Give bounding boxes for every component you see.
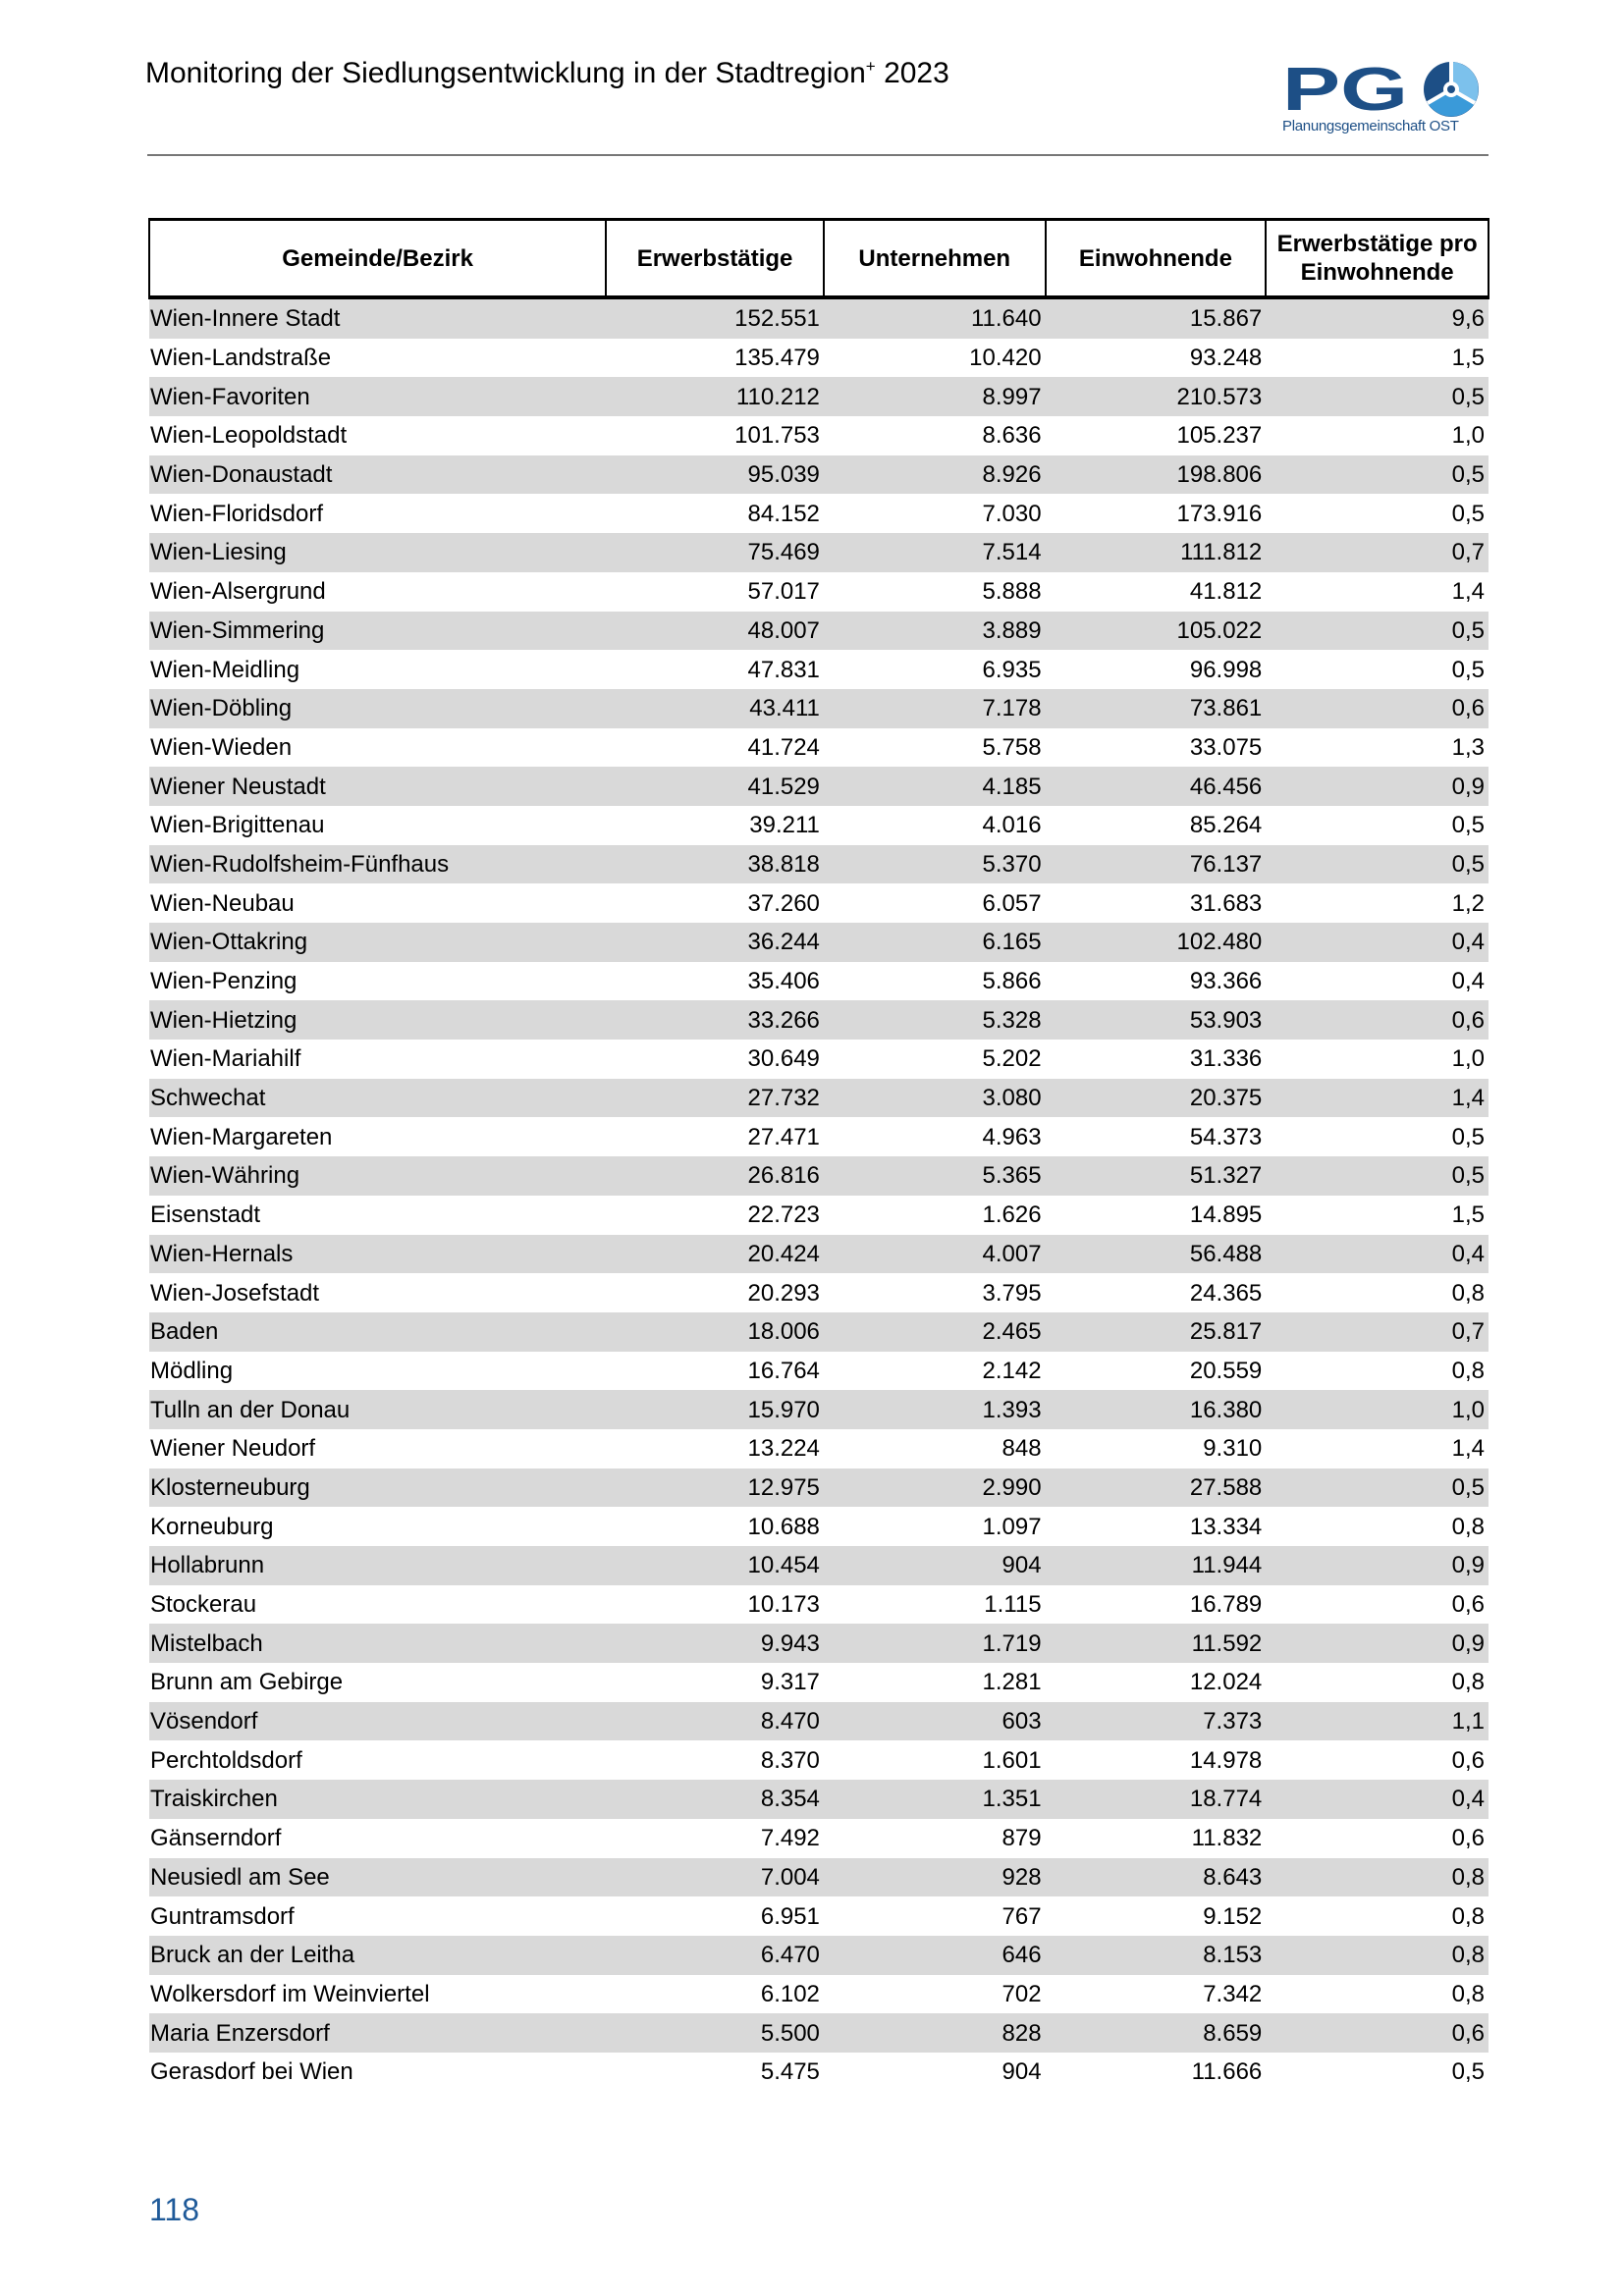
municipality-cell: Maria Enzersdorf bbox=[149, 2013, 606, 2053]
companies-cell: 5.866 bbox=[982, 968, 1042, 995]
table-row bbox=[149, 1117, 1489, 1156]
table-row bbox=[149, 767, 1489, 806]
employed-cell: 6.951 bbox=[760, 1902, 820, 1930]
employed-cell: 101.753 bbox=[734, 422, 820, 450]
residents-cell: 16.380 bbox=[1046, 1390, 1267, 1429]
pgo-logo bbox=[1282, 61, 1492, 143]
companies-cell: 1.097 bbox=[982, 1513, 1042, 1540]
ratio-cell: 0,8 bbox=[1451, 1279, 1485, 1307]
ratio-cell: 0,5 bbox=[1451, 2058, 1485, 2086]
companies-cell: 828 bbox=[824, 2013, 1046, 2053]
municipality-cell: Wolkersdorf im Weinviertel bbox=[150, 1980, 430, 2007]
table-row bbox=[149, 339, 1489, 378]
table-row bbox=[149, 1040, 1489, 1079]
employed-cell: 6.470 bbox=[606, 1936, 824, 1975]
table-row bbox=[149, 1352, 1489, 1391]
ratio-cell: 0,4 bbox=[1266, 1235, 1489, 1274]
ratio-cell: 1,5 bbox=[1451, 345, 1485, 372]
municipality-cell: Wien-Liesing bbox=[149, 533, 606, 572]
ratio-cell: 0,5 bbox=[1266, 1156, 1489, 1196]
svg-text:PG: PG bbox=[1282, 61, 1408, 118]
table-row bbox=[149, 1507, 1489, 1546]
companies-cell: 10.420 bbox=[969, 345, 1042, 372]
table-row bbox=[149, 962, 1489, 1001]
employed-cell: 8.354 bbox=[606, 1780, 824, 1819]
ratio-cell: 0,9 bbox=[1266, 1546, 1489, 1585]
municipality-cell: Wien-Margareten bbox=[150, 1123, 333, 1150]
title-superscript: + bbox=[865, 57, 876, 76]
table-row bbox=[149, 1975, 1489, 2014]
employed-cell: 47.831 bbox=[747, 656, 820, 683]
companies-cell: 1.626 bbox=[982, 1201, 1042, 1229]
employed-cell: 27.471 bbox=[747, 1123, 820, 1150]
ratio-cell: 0,4 bbox=[1266, 923, 1489, 962]
ratio-cell: 0,4 bbox=[1451, 968, 1485, 995]
table-row bbox=[149, 533, 1489, 572]
ratio-cell: 1,3 bbox=[1451, 733, 1485, 761]
residents-cell: 93.366 bbox=[1189, 968, 1263, 995]
residents-cell: 8.643 bbox=[1046, 1858, 1267, 1897]
municipality-cell: Wien-Hietzing bbox=[149, 1000, 606, 1040]
companies-cell: 8.926 bbox=[824, 455, 1046, 495]
municipality-cell: Bruck an der Leitha bbox=[149, 1936, 606, 1975]
table-row bbox=[149, 1312, 1489, 1352]
residents-cell: 210.573 bbox=[1046, 377, 1267, 416]
companies-cell: 8.636 bbox=[982, 422, 1042, 450]
companies-cell: 3.080 bbox=[824, 1079, 1046, 1118]
employed-cell: 75.469 bbox=[606, 533, 824, 572]
residents-cell: 9.152 bbox=[1203, 1902, 1263, 1930]
ratio-cell: 0,5 bbox=[1451, 656, 1485, 683]
table-row bbox=[149, 845, 1489, 884]
logo-mark-icon bbox=[1282, 61, 1492, 118]
residents-cell: 12.024 bbox=[1189, 1669, 1263, 1696]
ratio-cell: 0,8 bbox=[1451, 1902, 1485, 1930]
header-municipality: Gemeinde/Bezirk bbox=[149, 220, 606, 298]
employed-cell: 41.529 bbox=[606, 767, 824, 806]
ratio-cell: 0,7 bbox=[1266, 1312, 1489, 1352]
companies-cell: 1.601 bbox=[982, 1746, 1042, 1774]
companies-cell: 904 bbox=[1001, 2058, 1042, 2086]
ratio-cell: 0,5 bbox=[1451, 500, 1485, 527]
table-row bbox=[149, 1936, 1489, 1975]
municipality-cell: Wien-Donaustadt bbox=[149, 455, 606, 495]
companies-cell: 4.016 bbox=[982, 812, 1042, 839]
residents-cell: 25.817 bbox=[1046, 1312, 1267, 1352]
employed-cell: 22.723 bbox=[747, 1201, 820, 1229]
ratio-cell: 0,4 bbox=[1266, 1780, 1489, 1819]
companies-cell: 904 bbox=[824, 1546, 1046, 1585]
municipality-cell: Traiskirchen bbox=[149, 1780, 606, 1819]
ratio-cell: 1,5 bbox=[1451, 1201, 1485, 1229]
employed-cell: 10.454 bbox=[606, 1546, 824, 1585]
ratio-cell: 0,8 bbox=[1451, 1980, 1485, 2007]
table-header-row bbox=[149, 220, 1489, 298]
ratio-cell: 0,9 bbox=[1266, 1624, 1489, 1663]
table-row bbox=[149, 1780, 1489, 1819]
residents-cell: 96.998 bbox=[1189, 656, 1263, 683]
municipality-cell: Wien-Landstraße bbox=[150, 345, 332, 372]
companies-cell: 4.185 bbox=[824, 767, 1046, 806]
companies-cell: 702 bbox=[1001, 1980, 1042, 2007]
municipality-cell: Wien-Wieden bbox=[150, 733, 293, 761]
table-row bbox=[149, 2053, 1489, 2092]
companies-cell: 1.719 bbox=[824, 1624, 1046, 1663]
companies-cell: 1.351 bbox=[824, 1780, 1046, 1819]
municipality-cell: Brunn am Gebirge bbox=[150, 1669, 344, 1696]
municipality-cell: Wien-Döbling bbox=[149, 689, 606, 728]
table-row bbox=[149, 1702, 1489, 1741]
companies-cell: 7.178 bbox=[824, 689, 1046, 728]
employed-cell: 18.006 bbox=[606, 1312, 824, 1352]
companies-cell: 928 bbox=[824, 1858, 1046, 1897]
companies-cell: 603 bbox=[824, 1702, 1046, 1741]
municipality-cell: Wien-Innere Stadt bbox=[149, 297, 606, 339]
ratio-cell: 0,7 bbox=[1266, 533, 1489, 572]
ratio-cell: 0,6 bbox=[1266, 2013, 1489, 2053]
ratio-cell: 0,8 bbox=[1451, 1357, 1485, 1384]
residents-cell: 41.812 bbox=[1189, 578, 1263, 606]
companies-cell: 2.142 bbox=[982, 1357, 1042, 1384]
table-row bbox=[149, 1624, 1489, 1663]
companies-cell: 11.640 bbox=[824, 297, 1046, 339]
residents-cell: 54.373 bbox=[1189, 1123, 1263, 1150]
ratio-cell: 0,6 bbox=[1266, 1000, 1489, 1040]
municipality-cell: Klosterneuburg bbox=[149, 1468, 606, 1508]
municipality-cell: Mistelbach bbox=[149, 1624, 606, 1663]
employed-cell: 9.317 bbox=[760, 1669, 820, 1696]
municipality-cell: Wien-Favoriten bbox=[149, 377, 606, 416]
page-header-title bbox=[145, 57, 949, 90]
residents-cell: 46.456 bbox=[1046, 767, 1267, 806]
companies-cell: 646 bbox=[824, 1936, 1046, 1975]
table-row bbox=[149, 1896, 1489, 1936]
page-number: 118 bbox=[149, 2192, 200, 2227]
table-row bbox=[149, 883, 1489, 923]
employed-cell: 15.970 bbox=[606, 1390, 824, 1429]
table-row bbox=[149, 1079, 1489, 1118]
companies-cell: 5.365 bbox=[824, 1156, 1046, 1196]
table-row bbox=[149, 806, 1489, 845]
municipality-cell: Wien-Floridsdorf bbox=[150, 500, 324, 527]
municipality-cell: Wiener Neudorf bbox=[150, 1435, 316, 1463]
table-row bbox=[149, 377, 1489, 416]
title-year: 2023 bbox=[884, 57, 949, 89]
employed-cell: 30.649 bbox=[747, 1045, 820, 1073]
ratio-cell: 0,5 bbox=[1266, 612, 1489, 651]
ratio-cell: 0,5 bbox=[1266, 377, 1489, 416]
table-row bbox=[149, 1273, 1489, 1312]
municipality-cell: Stockerau bbox=[150, 1591, 257, 1619]
ratio-cell: 0,5 bbox=[1266, 455, 1489, 495]
residents-cell: 20.559 bbox=[1189, 1357, 1263, 1384]
employed-cell: 39.211 bbox=[749, 812, 820, 839]
municipality-cell: Wien-Meidling bbox=[150, 656, 300, 683]
residents-cell: 11.944 bbox=[1046, 1546, 1267, 1585]
residents-cell: 14.978 bbox=[1189, 1746, 1263, 1774]
residents-cell: 76.137 bbox=[1046, 845, 1267, 884]
ratio-cell: 0,9 bbox=[1266, 767, 1489, 806]
residents-cell: 16.789 bbox=[1189, 1591, 1263, 1619]
ratio-cell: 0,5 bbox=[1266, 1468, 1489, 1508]
employed-cell: 7.492 bbox=[760, 1825, 820, 1852]
table-row bbox=[149, 416, 1489, 455]
residents-cell: 18.774 bbox=[1046, 1780, 1267, 1819]
residents-cell: 20.375 bbox=[1046, 1079, 1267, 1118]
employed-cell: 37.260 bbox=[747, 889, 820, 917]
table-row bbox=[149, 1858, 1489, 1897]
municipality-cell: Eisenstadt bbox=[150, 1201, 261, 1229]
ratio-cell: 0,8 bbox=[1451, 1669, 1485, 1696]
municipality-cell: Wiener Neustadt bbox=[149, 767, 606, 806]
residents-cell: 11.832 bbox=[1191, 1825, 1263, 1852]
ratio-cell: 0,5 bbox=[1266, 845, 1489, 884]
residents-cell: 93.248 bbox=[1189, 345, 1263, 372]
municipality-cell: Wien-Penzing bbox=[150, 968, 298, 995]
employed-cell: 84.152 bbox=[747, 500, 820, 527]
ratio-cell: 1,0 bbox=[1451, 422, 1485, 450]
employed-cell: 13.224 bbox=[747, 1435, 820, 1463]
header-divider bbox=[147, 154, 1489, 156]
residents-cell: 15.867 bbox=[1046, 297, 1267, 339]
residents-cell: 111.812 bbox=[1046, 533, 1267, 572]
employed-cell: 43.411 bbox=[606, 689, 824, 728]
companies-cell: 4.963 bbox=[982, 1123, 1042, 1150]
ratio-cell: 0,8 bbox=[1451, 1513, 1485, 1540]
employed-cell: 95.039 bbox=[606, 455, 824, 495]
ratio-cell: 1,4 bbox=[1451, 578, 1485, 606]
companies-cell: 7.514 bbox=[824, 533, 1046, 572]
employed-cell: 33.266 bbox=[606, 1000, 824, 1040]
companies-cell: 6.935 bbox=[982, 656, 1042, 683]
table-row bbox=[149, 689, 1489, 728]
companies-cell: 6.165 bbox=[824, 923, 1046, 962]
table-row bbox=[149, 297, 1489, 339]
table-row bbox=[149, 1196, 1489, 1235]
table-row bbox=[149, 1390, 1489, 1429]
residents-cell: 73.861 bbox=[1046, 689, 1267, 728]
residents-cell: 9.310 bbox=[1203, 1435, 1263, 1463]
table-row bbox=[149, 923, 1489, 962]
employed-cell: 8.470 bbox=[606, 1702, 824, 1741]
residents-cell: 85.264 bbox=[1189, 812, 1263, 839]
header-employed-per-resident: Erwerbstätige pro Einwohnende bbox=[1266, 220, 1489, 298]
residents-cell: 31.683 bbox=[1189, 889, 1263, 917]
municipality-cell: Baden bbox=[149, 1312, 606, 1352]
table-row bbox=[149, 728, 1489, 768]
table-row bbox=[149, 1585, 1489, 1625]
municipality-cell: Wien-Rudolfsheim-Fünfhaus bbox=[149, 845, 606, 884]
companies-cell: 8.997 bbox=[824, 377, 1046, 416]
employed-cell: 16.764 bbox=[747, 1357, 820, 1384]
employed-cell: 20.424 bbox=[606, 1235, 824, 1274]
companies-cell: 5.758 bbox=[982, 733, 1042, 761]
residents-cell: 7.373 bbox=[1046, 1702, 1267, 1741]
companies-cell: 848 bbox=[1001, 1435, 1042, 1463]
ratio-cell: 0,5 bbox=[1451, 1123, 1485, 1150]
employed-cell: 12.975 bbox=[606, 1468, 824, 1508]
ratio-cell: 1,1 bbox=[1266, 1702, 1489, 1741]
ratio-cell: 0,6 bbox=[1451, 1825, 1485, 1852]
residents-cell: 31.336 bbox=[1189, 1045, 1263, 1073]
table-row bbox=[149, 572, 1489, 612]
residents-cell: 105.022 bbox=[1046, 612, 1267, 651]
municipality-cell: Korneuburg bbox=[150, 1513, 274, 1540]
municipality-cell: Wien-Währing bbox=[149, 1156, 606, 1196]
employed-cell: 35.406 bbox=[747, 968, 820, 995]
table-row bbox=[149, 494, 1489, 533]
table-body bbox=[149, 297, 1489, 2092]
employed-cell: 41.724 bbox=[747, 733, 820, 761]
employed-cell: 5.500 bbox=[606, 2013, 824, 2053]
ratio-cell: 1,0 bbox=[1451, 1045, 1485, 1073]
companies-cell: 5.202 bbox=[982, 1045, 1042, 1073]
companies-cell: 2.990 bbox=[824, 1468, 1046, 1508]
employed-cell: 26.816 bbox=[606, 1156, 824, 1196]
employed-cell: 7.004 bbox=[606, 1858, 824, 1897]
table-row bbox=[149, 650, 1489, 689]
employed-cell: 27.732 bbox=[606, 1079, 824, 1118]
employed-cell: 110.212 bbox=[606, 377, 824, 416]
header-companies: Unternehmen bbox=[824, 220, 1046, 298]
employed-cell: 48.007 bbox=[606, 612, 824, 651]
employed-cell: 6.102 bbox=[760, 1980, 820, 2007]
companies-cell: 767 bbox=[1001, 1902, 1042, 1930]
employment-table bbox=[148, 218, 1489, 2092]
residents-cell: 173.916 bbox=[1176, 500, 1263, 527]
municipality-cell: Wien-Hernals bbox=[149, 1235, 606, 1274]
residents-cell: 198.806 bbox=[1046, 455, 1267, 495]
ratio-cell: 0,8 bbox=[1266, 1858, 1489, 1897]
companies-cell: 5.888 bbox=[982, 578, 1042, 606]
residents-cell: 13.334 bbox=[1189, 1513, 1263, 1540]
municipality-cell: Gerasdorf bei Wien bbox=[150, 2058, 353, 2086]
table-row bbox=[149, 1468, 1489, 1508]
table-row bbox=[149, 612, 1489, 651]
employed-cell: 10.688 bbox=[747, 1513, 820, 1540]
companies-cell: 3.795 bbox=[982, 1279, 1042, 1307]
ratio-cell: 1,2 bbox=[1451, 889, 1485, 917]
companies-cell: 1.115 bbox=[984, 1591, 1042, 1619]
municipality-cell: Tulln an der Donau bbox=[149, 1390, 606, 1429]
logo-subtitle: Planungsgemeinschaft OST bbox=[1282, 118, 1459, 134]
employed-cell: 5.475 bbox=[760, 2058, 820, 2086]
employed-cell: 135.479 bbox=[734, 345, 820, 372]
companies-cell: 6.057 bbox=[982, 889, 1042, 917]
municipality-cell: Wien-Josefstadt bbox=[150, 1279, 320, 1307]
residents-cell: 8.153 bbox=[1046, 1936, 1267, 1975]
table-row bbox=[149, 1235, 1489, 1274]
companies-cell: 1.281 bbox=[982, 1669, 1042, 1696]
table-row bbox=[149, 1000, 1489, 1040]
companies-cell: 2.465 bbox=[824, 1312, 1046, 1352]
companies-cell: 5.370 bbox=[824, 845, 1046, 884]
residents-cell: 102.480 bbox=[1046, 923, 1267, 962]
municipality-cell: Neusiedl am See bbox=[149, 1858, 606, 1897]
residents-cell: 8.659 bbox=[1046, 2013, 1267, 2053]
municipality-cell: Wien-Mariahilf bbox=[150, 1045, 301, 1073]
companies-cell: 879 bbox=[1001, 1825, 1042, 1852]
header-employed: Erwerbstätige bbox=[606, 220, 824, 298]
residents-cell: 53.903 bbox=[1046, 1000, 1267, 1040]
ratio-cell: 1,0 bbox=[1266, 1390, 1489, 1429]
employed-cell: 36.244 bbox=[606, 923, 824, 962]
municipality-cell: Vösendorf bbox=[149, 1702, 606, 1741]
table-row bbox=[149, 1546, 1489, 1585]
employed-cell: 8.370 bbox=[760, 1746, 820, 1774]
municipality-cell: Hollabrunn bbox=[149, 1546, 606, 1585]
residents-cell: 56.488 bbox=[1046, 1235, 1267, 1274]
municipality-cell: Wien-Alsergrund bbox=[150, 578, 326, 606]
municipality-cell: Wien-Brigittenau bbox=[150, 812, 325, 839]
table-row bbox=[149, 1663, 1489, 1702]
table-row bbox=[149, 1740, 1489, 1780]
employed-cell: 20.293 bbox=[747, 1279, 820, 1307]
municipality-cell: Mödling bbox=[150, 1357, 234, 1384]
residents-cell: 105.237 bbox=[1176, 422, 1263, 450]
residents-cell: 27.588 bbox=[1046, 1468, 1267, 1508]
municipality-cell: Gänserndorf bbox=[150, 1825, 282, 1852]
residents-cell: 11.666 bbox=[1191, 2058, 1263, 2086]
residents-cell: 14.895 bbox=[1189, 1201, 1263, 1229]
employed-cell: 9.943 bbox=[606, 1624, 824, 1663]
ratio-cell: 9,6 bbox=[1266, 297, 1489, 339]
ratio-cell: 0,6 bbox=[1451, 1746, 1485, 1774]
header-residents: Einwohnende bbox=[1046, 220, 1267, 298]
ratio-cell: 0,6 bbox=[1266, 689, 1489, 728]
table-row bbox=[149, 1429, 1489, 1468]
table-row bbox=[149, 1156, 1489, 1196]
residents-cell: 24.365 bbox=[1189, 1279, 1263, 1307]
table-row bbox=[149, 1819, 1489, 1858]
municipality-cell: Schwechat bbox=[149, 1079, 606, 1118]
employed-cell: 57.017 bbox=[747, 578, 820, 606]
companies-cell: 7.030 bbox=[982, 500, 1042, 527]
employed-cell: 152.551 bbox=[606, 297, 824, 339]
companies-cell: 4.007 bbox=[824, 1235, 1046, 1274]
table-row bbox=[149, 2013, 1489, 2053]
municipality-cell: Wien-Neubau bbox=[150, 889, 295, 917]
companies-cell: 1.393 bbox=[824, 1390, 1046, 1429]
residents-cell: 51.327 bbox=[1046, 1156, 1267, 1196]
ratio-cell: 1,4 bbox=[1266, 1079, 1489, 1118]
companies-cell: 5.328 bbox=[824, 1000, 1046, 1040]
residents-cell: 11.592 bbox=[1046, 1624, 1267, 1663]
municipality-cell: Guntramsdorf bbox=[150, 1902, 295, 1930]
ratio-cell: 0,8 bbox=[1266, 1936, 1489, 1975]
employed-cell: 38.818 bbox=[606, 845, 824, 884]
municipality-cell: Wien-Ottakring bbox=[149, 923, 606, 962]
ratio-cell: 0,5 bbox=[1451, 812, 1485, 839]
employed-cell: 10.173 bbox=[747, 1591, 820, 1619]
table-row bbox=[149, 455, 1489, 495]
municipality-cell: Perchtoldsdorf bbox=[150, 1746, 302, 1774]
residents-cell: 33.075 bbox=[1189, 733, 1263, 761]
title-text: Monitoring der Siedlungsentwicklung in der Stadtregion bbox=[145, 57, 866, 89]
municipality-cell: Wien-Simmering bbox=[149, 612, 606, 651]
municipality-cell: Wien-Leopoldstadt bbox=[150, 422, 348, 450]
ratio-cell: 0,6 bbox=[1451, 1591, 1485, 1619]
residents-cell: 7.342 bbox=[1203, 1980, 1263, 2007]
ratio-cell: 1,4 bbox=[1451, 1435, 1485, 1463]
companies-cell: 3.889 bbox=[824, 612, 1046, 651]
